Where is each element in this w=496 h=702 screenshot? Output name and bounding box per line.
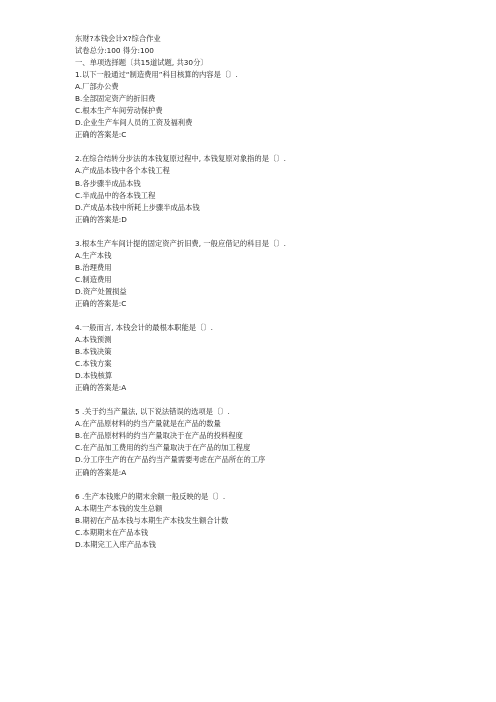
question-2 — [75, 153, 476, 225]
question-stem: 3.根本生产车间计提的固定资产折旧费, 一般应借记的科目是〔〕. — [75, 238, 286, 248]
question-4 — [75, 322, 476, 394]
answer-line: 正确的答案是:A — [75, 383, 127, 393]
option-b: B.治理费用 — [75, 262, 112, 272]
option-c: C.在产品加工费用的约当产量取决于在产品的加工程度 — [75, 443, 251, 453]
question-6 — [75, 491, 476, 551]
answer-line: 正确的答案是:C — [75, 130, 127, 140]
option-a: A.产成品本钱中各个本钱工程 — [75, 166, 170, 176]
spacer — [75, 479, 476, 491]
question-stem: 1.以下一般通过“制造费用”科目核算的内容是〔〕. — [75, 70, 238, 80]
option-d: D.分工序生产的在产品约当产量需要考虑在产品所在的工序 — [75, 455, 266, 465]
option-d: D.资产处置损益 — [75, 286, 127, 296]
question-stem: 2.在综合结转分步法的本钱复原过程中, 本钱复原对象指的是〔〕. — [75, 154, 286, 164]
question-stem: 6 .生产本钱账户的期末余额一般反映的是〔〕. — [75, 491, 226, 501]
question-stem: 5 .关于约当产量法, 以下说法错误的选项是〔〕. — [75, 407, 230, 417]
option-b: B.全部固定资产的折旧费 — [75, 94, 156, 104]
option-b: B.本钱决策 — [75, 347, 112, 357]
option-c: C.根本生产车间劳动保护费 — [75, 106, 163, 116]
question-3 — [75, 238, 476, 310]
option-a: A.本期生产本钱的发生总额 — [75, 503, 163, 513]
option-b: B.在产品原材料的约当产量取决于在产品的投料程度 — [75, 431, 243, 441]
spacer — [75, 141, 476, 153]
option-d: D.本期完工入库产品本钱 — [75, 539, 156, 549]
answer-line: 正确的答案是:C — [75, 298, 127, 308]
option-a: A.厂部办公费 — [75, 82, 119, 92]
option-d: D.企业生产车间人员的工资及福利费 — [75, 118, 193, 128]
option-a: A.生产本钱 — [75, 250, 112, 260]
section-heading: 一、单项选择题〔共15道试题, 共30分〕 — [75, 58, 208, 68]
option-b: B.期初在产品本钱与本期生产本钱发生额合计数 — [75, 515, 229, 525]
spacer — [75, 394, 476, 406]
spacer — [75, 310, 476, 322]
option-c: C.半成品中的各本钱工程 — [75, 190, 156, 200]
answer-line: 正确的答案是:A — [75, 467, 127, 477]
option-a: A.在产品原材料的约当产量就是在产品的数量 — [75, 419, 221, 429]
option-d: D.本钱核算 — [75, 371, 113, 381]
score-line: 试卷总分:100 得分:100 — [75, 46, 154, 56]
option-b: B.各步骤半成品本钱 — [75, 178, 141, 188]
option-c: C.制造费用 — [75, 274, 112, 284]
option-c: C.本期期末在产品本钱 — [75, 527, 149, 537]
document-title: 东财?本钱会计X?综合作业 — [75, 34, 161, 43]
answer-line: 正确的答案是:D — [75, 214, 127, 224]
question-1 — [75, 69, 476, 141]
option-d: D.产成品本钱中所耗上步骤半成品本钱 — [75, 202, 200, 212]
option-a: A.本钱预测 — [75, 335, 112, 345]
option-c: C.本钱方案 — [75, 359, 112, 369]
question-stem: 4.一般而言, 本钱会计的最根本职能是〔〕. — [75, 322, 213, 332]
spacer — [75, 226, 476, 238]
question-5 — [75, 406, 476, 478]
